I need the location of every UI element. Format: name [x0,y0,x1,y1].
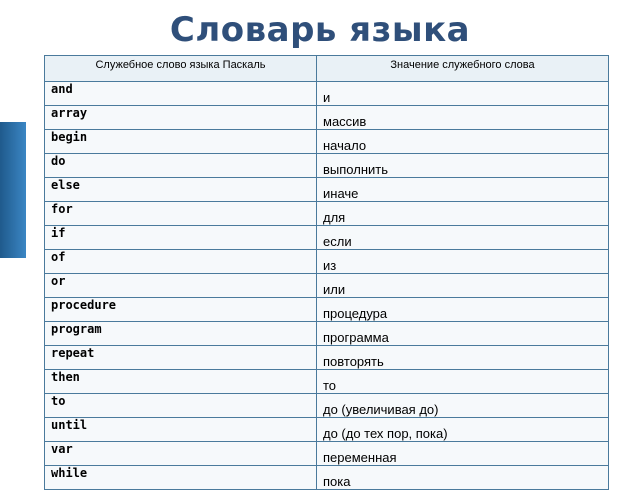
keyword-cell: or [45,274,317,298]
table-row [45,106,609,130]
table-row [45,226,609,250]
table-row [45,154,609,178]
keyword-cell: array [45,106,317,130]
keyword-cell: and [45,82,317,106]
table-row [45,130,609,154]
meaning-cell: массив [317,106,609,130]
meaning-cell: программа [317,322,609,346]
meaning-cell: выполнить [317,154,609,178]
meaning-cell: для [317,202,609,226]
keyword-cell: of [45,250,317,274]
table-row [45,274,609,298]
keyword-cell: for [45,202,317,226]
keyword-cell: program [45,322,317,346]
table-row [45,298,609,322]
keyword-cell: begin [45,130,317,154]
meaning-cell: процедура [317,298,609,322]
table-row [45,418,609,442]
table-row [45,394,609,418]
meaning-cell: если [317,226,609,250]
table-row [45,82,609,106]
keyword-cell: var [45,442,317,466]
keyword-cell: to [45,394,317,418]
keyword-cell: until [45,418,317,442]
meaning-cell: или [317,274,609,298]
table-row [45,178,609,202]
meaning-cell: начало [317,130,609,154]
keyword-cell: else [45,178,317,202]
keyword-cell: procedure [45,298,317,322]
dictionary-table [44,55,609,490]
meaning-cell: повторять [317,346,609,370]
meaning-cell: до (до тех пор, пока) [317,418,609,442]
keyword-cell: then [45,370,317,394]
keyword-cell: while [45,466,317,490]
meaning-cell: до (увеличивая до) [317,394,609,418]
table-row [45,466,609,490]
meaning-cell: и [317,82,609,106]
header-keyword: Служебное слово языка Паскаль [45,56,317,82]
table-row [45,442,609,466]
meaning-cell: переменная [317,442,609,466]
left-accent-bar [0,122,26,258]
table-row [45,322,609,346]
meaning-cell: пока [317,466,609,490]
table-row [45,250,609,274]
table-header-row [45,56,609,82]
table-row [45,346,609,370]
table-body [45,82,609,490]
keyword-cell: repeat [45,346,317,370]
keyword-cell: if [45,226,317,250]
meaning-cell: из [317,250,609,274]
table-row [45,370,609,394]
table-row [45,202,609,226]
header-meaning: Значение служебного слова [317,56,609,82]
keyword-cell: do [45,154,317,178]
meaning-cell: то [317,370,609,394]
page-title: Словарь языка [169,10,471,50]
meaning-cell: иначе [317,178,609,202]
